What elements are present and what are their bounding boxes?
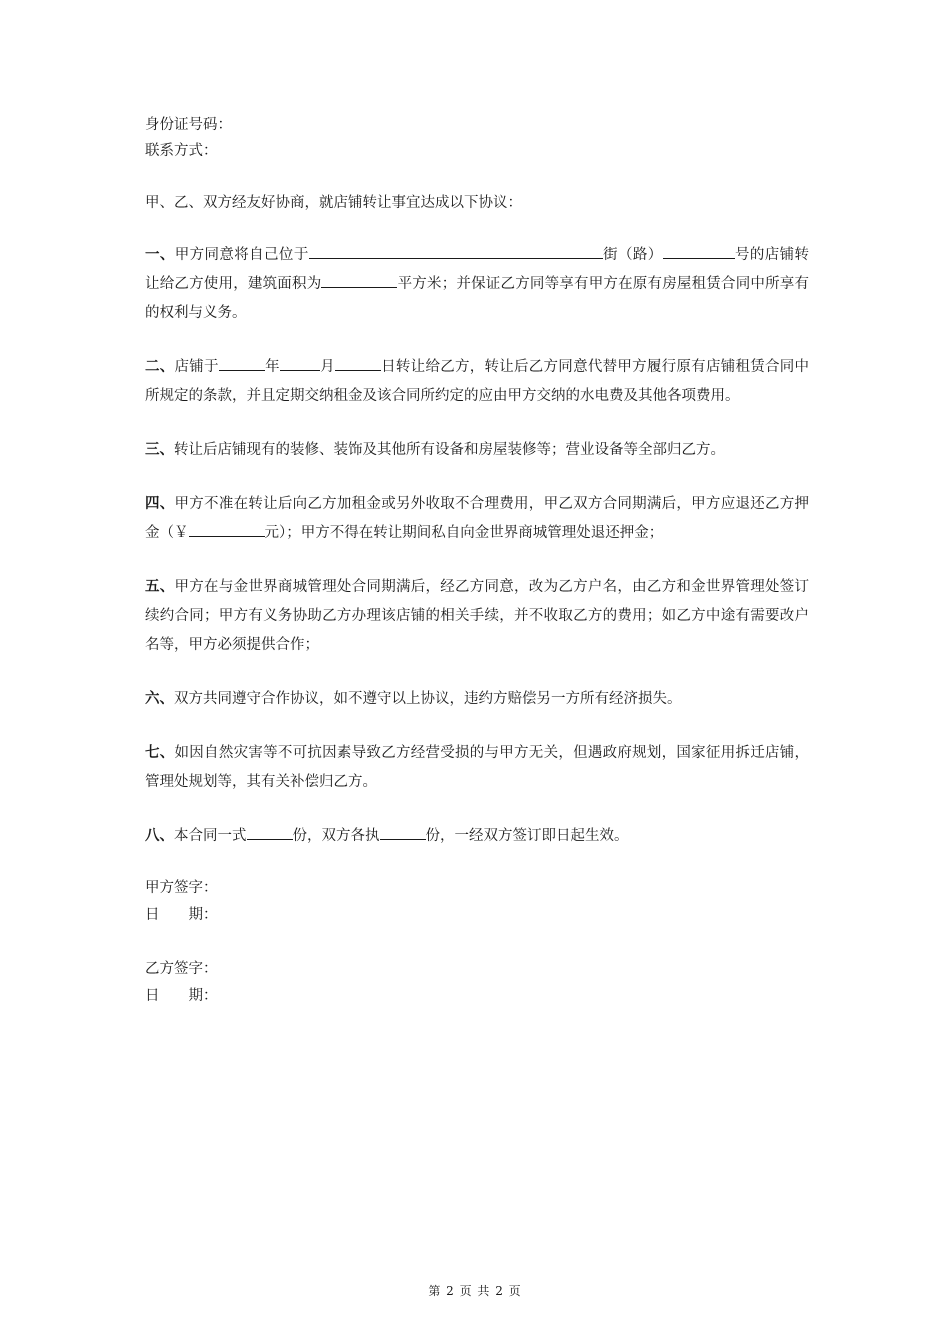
copies-blank xyxy=(247,824,293,840)
deposit-blank xyxy=(189,521,265,537)
clause-number: 八、 xyxy=(145,827,174,844)
clause-7 xyxy=(145,738,809,797)
clause-8 xyxy=(145,821,809,851)
party-a-date-label: 日 期： xyxy=(145,907,218,923)
clause-text: 双方共同遵守合作协议，如不遵守以上协议，违约方赔偿另一方所有经济损失。 xyxy=(174,691,682,707)
page-footer: 第 2 页 共 2 页 xyxy=(428,1284,522,1298)
month-blank xyxy=(280,355,320,371)
clause-2 xyxy=(145,352,809,411)
copies-each-blank xyxy=(380,824,426,840)
area-blank xyxy=(321,272,397,288)
contract-body xyxy=(145,112,809,1010)
clause-number: 三、 xyxy=(145,441,174,458)
intro-text: 甲、乙、双方经友好协商，就店铺转让事宜达成以下协议： xyxy=(145,195,522,211)
address-blank xyxy=(309,243,603,259)
clause-text: 月 xyxy=(319,359,335,375)
clause-text: 本合同一式 xyxy=(174,828,247,844)
party-b-date-label: 日 期： xyxy=(145,988,218,1004)
clause-text: 甲方不准在转让后向乙方加租金或另外收取不合理费用，甲乙双方合同期满后，甲方应退还乙方押金（￥ xyxy=(145,496,810,541)
clause-1 xyxy=(145,240,809,328)
clause-number: 五、 xyxy=(145,578,175,595)
year-blank xyxy=(219,355,265,371)
clause-text: 店铺于 xyxy=(174,359,219,375)
number-blank xyxy=(663,243,735,259)
clause-text: 街（路） xyxy=(602,247,663,263)
clause-text: 转让后店铺现有的装修、装饰及其他所有设备和房屋装修等；营业设备等全部归乙方。 xyxy=(174,442,725,458)
day-blank xyxy=(335,355,381,371)
party-a-signature-label: 甲方签字： xyxy=(145,880,218,896)
clause-text: 号的店铺转让给乙方使用，建筑面积为 xyxy=(145,247,810,292)
contact-label: 联系方式： xyxy=(145,143,218,159)
clause-5 xyxy=(145,572,809,660)
id-number-label: 身份证号码： xyxy=(145,117,232,133)
clause-text: 份，一经双方签订即日起生效。 xyxy=(425,828,629,844)
clause-text: 份，双方各执 xyxy=(292,828,380,844)
clause-number: 二、 xyxy=(145,358,175,375)
clause-number: 六、 xyxy=(145,690,174,707)
clause-text: 元）；甲方不得在转让期间私自向金世界商城管理处退还押金； xyxy=(264,525,664,541)
clause-text: 日转让给乙方，转让后乙方同意代替甲方履行原有店铺租赁合同中所规定的条款，并且定期交纳租金及该合同所约定的应由甲方交纳的水电费及其他各项费用。 xyxy=(145,359,810,404)
clause-text: 如因自然灾害等不可抗因素导致乙方经营受损的与甲方无关，但遇政府规划，国家征用拆迁店铺，管理处规划等，其有关补偿归乙方。 xyxy=(145,745,810,790)
signature-block xyxy=(145,875,809,1010)
clause-number: 四、 xyxy=(145,495,175,512)
clause-4 xyxy=(145,489,809,548)
clause-text: 甲方在与金世界商城管理处合同期满后，经乙方同意，改为乙方户名，由乙方和金世界管理处签订续约合同；甲方有义务协助乙方办理该店铺的相关手续，并不收取乙方的费用；如乙方中途有需要改户名等，甲方必须提供合作； xyxy=(145,579,810,653)
clause-text: 年 xyxy=(264,359,280,375)
clause-6 xyxy=(145,684,809,714)
clause-3 xyxy=(145,435,809,465)
clause-number: 七、 xyxy=(145,744,175,761)
party-b-signature-label: 乙方签字： xyxy=(145,961,218,977)
clause-number: 一、 xyxy=(145,246,175,263)
clause-text: 甲方同意将自己位于 xyxy=(174,247,309,263)
clause-text: 平方米；并保证乙方同等享有甲方在原有房屋租赁合同中所享有的权利与义务。 xyxy=(145,276,810,321)
